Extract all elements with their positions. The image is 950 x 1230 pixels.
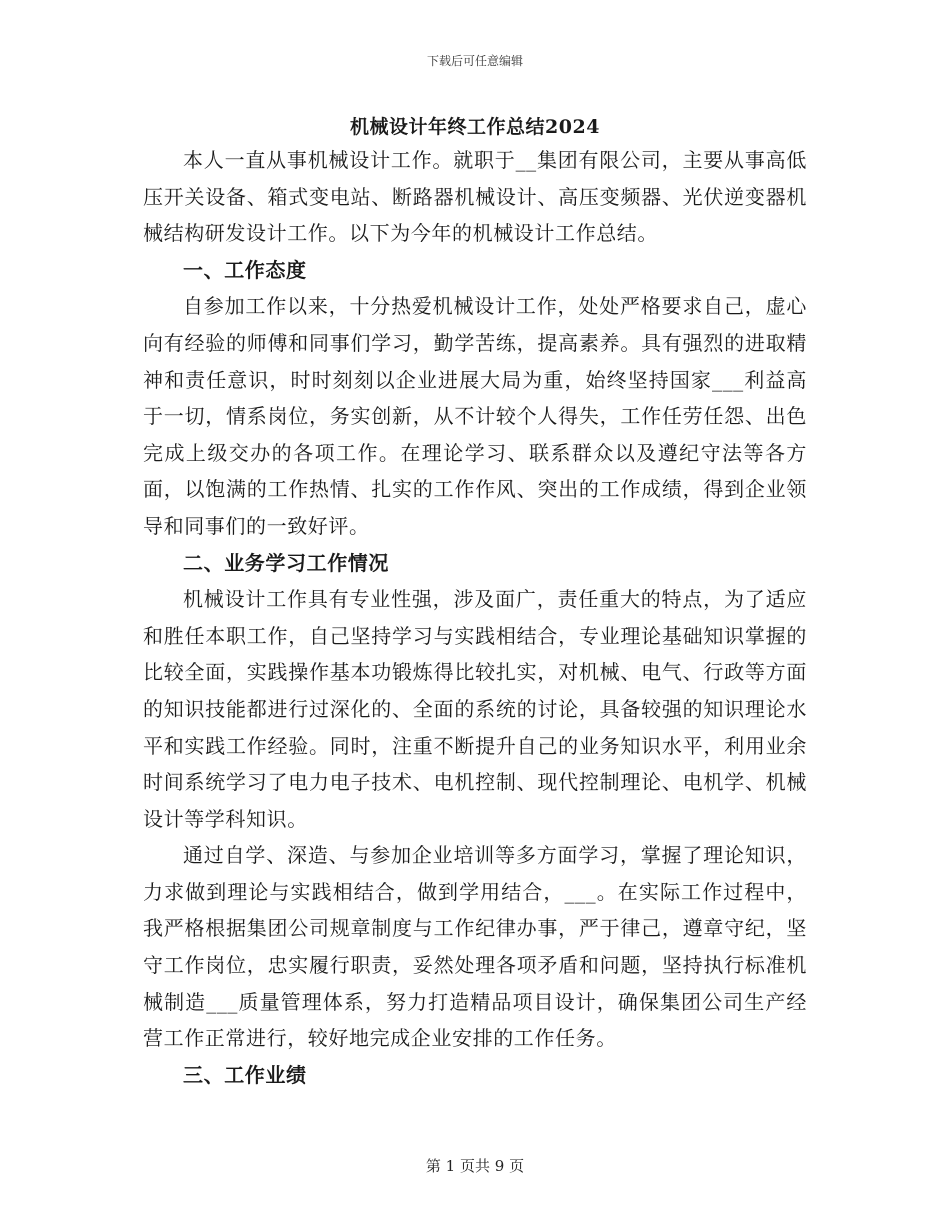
section-heading-study: 二、业务学习工作情况 [183, 550, 389, 575]
section-study-paragraph-1: 机械设计工作具有专业性强，涉及面广，责任重大的特点，为了适应和胜任本职工作，自己坚持学习与实践相结合，专业理论基础知识掌握的比较全面，实践操作基本功锻炼得比较扎实，对机械、电气、行政等方面的知识技能都进行过深化的、全面的系统的讨论，具备较强的知识理论水平和实践工作经验。同时，注重不断提升自己的业务知识水平，利用业余时间系统学习了电力电子技术、电机控制、现代控制理论、电机学、机械设计等学科知识。 [143, 587, 807, 831]
section-study-paragraph-2: 通过自学、深造、与参加企业培训等多方面学习，掌握了理论知识，力求做到理论与实践相结合，做到学用结合，___。在实际工作过程中，我严格根据集团公司规章制度与工作纪律办事，严于律己，遵章守纪，坚守工作岗位，忠实履行职责，妥然处理各项矛盾和问题，坚持执行标准机械制造___质量管理体系，努力打造精品项目设计，确保集团公司生产经营工作正常进行，较好地完成企业安排的工作任务。 [143, 843, 807, 1051]
intro-paragraph: 本人一直从事机械设计工作。就职于__集团有限公司，主要从事高低压开关设备、箱式变电站、断路器机械设计、高压变频器、光伏逆变器机械结构研发设计工作。以下为今年的机械设计工作总结。 [143, 148, 807, 246]
document-title: 机械设计年终工作总结2024 [350, 116, 600, 138]
page-number: 第 1 页共 9 页 [425, 1157, 525, 1175]
document-body [143, 112, 807, 1093]
section-attitude-paragraph: 自参加工作以来，十分热爱机械设计工作，处处严格要求自己，虚心向有经验的师傅和同事们学习，勤学苦练，提高素养。具有强烈的进取精神和责任意识，时时刻刻以企业进展大局为重，始终坚持国家___利益高于一切，情系岗位，务实创新，从不计较个人得失，工作任劳任怨、出色完成上级交办的各项工作。在理论学习、联系群众以及遵纪守法等各方面，以饱满的工作热情、扎实的工作作风、突出的工作成绩，得到企业领导和同事们的一致好评。 [143, 294, 807, 538]
section-heading-attitude: 一、工作态度 [183, 257, 307, 282]
page-header: 下载后可任意编辑 [426, 54, 523, 68]
section-heading-achievements: 三、工作业绩 [183, 1062, 307, 1087]
